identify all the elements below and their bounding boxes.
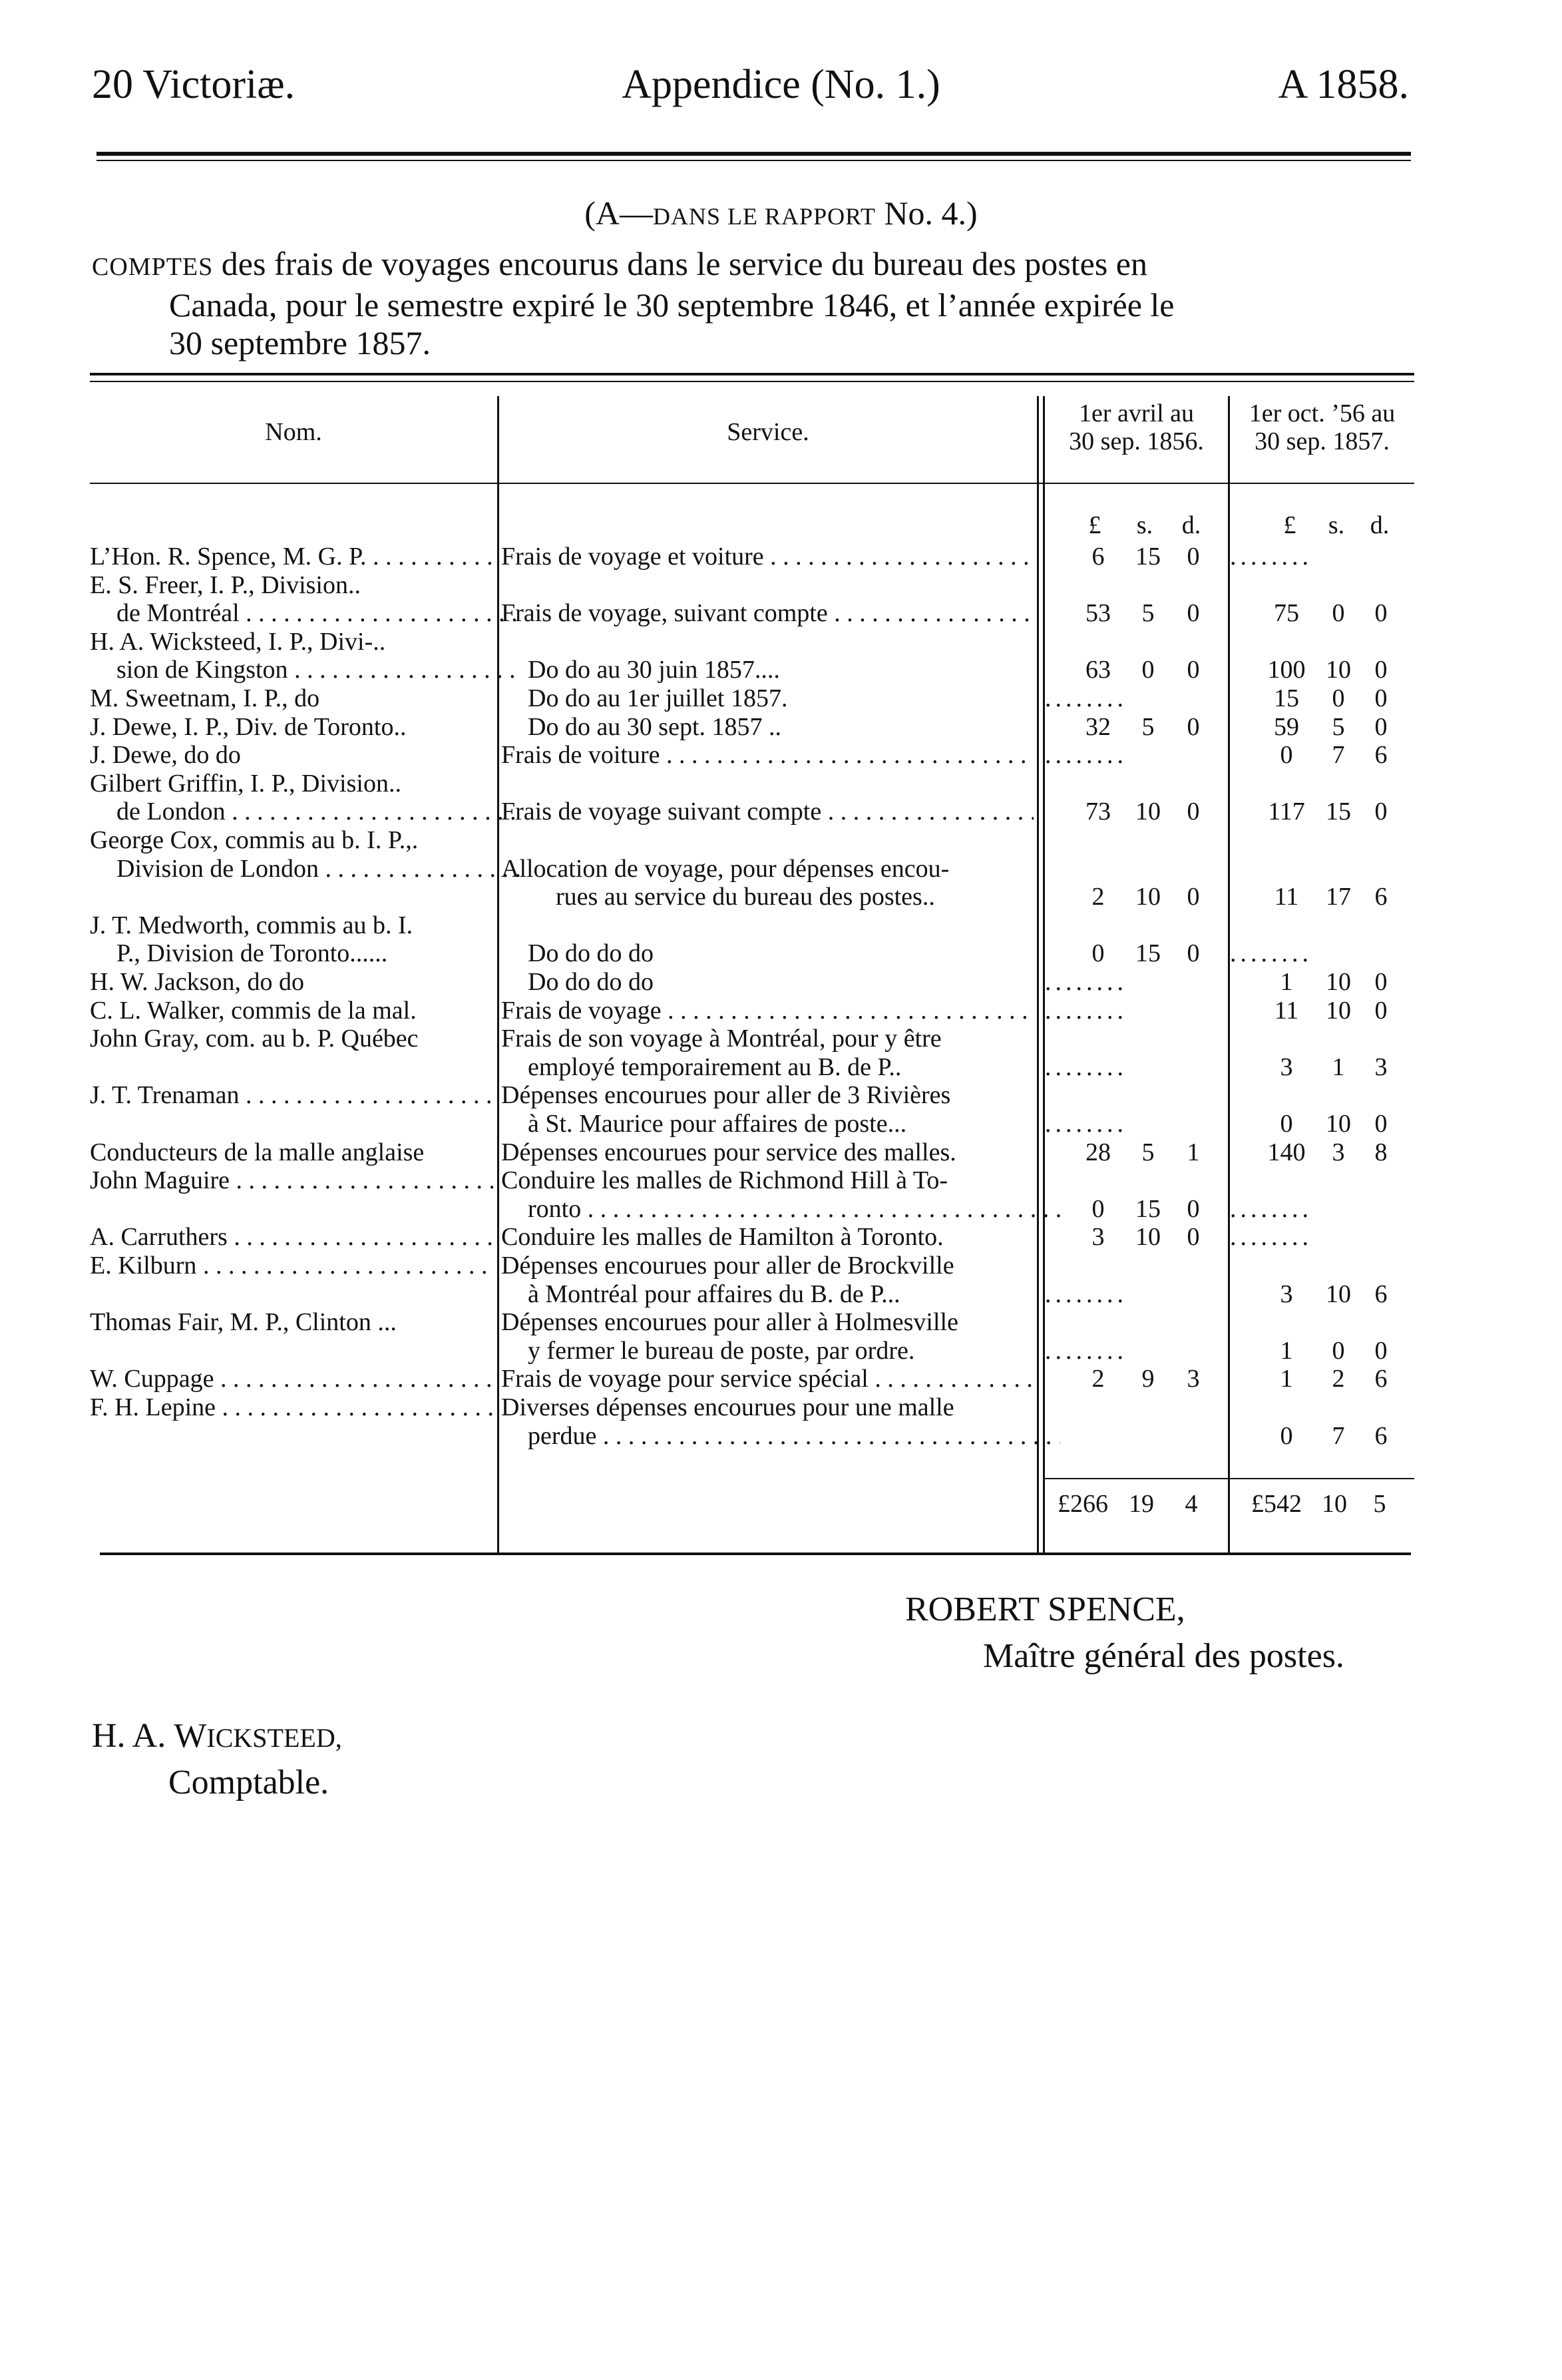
row-service bbox=[501, 684, 1060, 712]
amount-period-1 bbox=[1045, 883, 1228, 911]
amount-pence: 0 bbox=[1187, 712, 1200, 741]
amount-pounds: 1 bbox=[1280, 1336, 1293, 1365]
amount-shillings: 7 bbox=[1332, 1421, 1345, 1450]
empty-amount-dots: ........ bbox=[1230, 543, 1312, 571]
totals-rule bbox=[1043, 1478, 1414, 1479]
empty-amount-dots: ........ bbox=[1045, 1336, 1127, 1365]
amount-pence: 0 bbox=[1187, 656, 1200, 684]
amount-period-2 bbox=[1230, 997, 1414, 1025]
row-name-text: Thomas Fair, M. P., Clinton ... bbox=[90, 1308, 397, 1337]
row-service bbox=[501, 1252, 1034, 1280]
subtitle-close: No. 4.) bbox=[875, 194, 978, 232]
amount-pounds: 53 bbox=[1085, 599, 1111, 628]
amount-period-1 bbox=[1045, 1365, 1228, 1393]
row-service bbox=[501, 713, 1060, 741]
subtitle-open: (A— bbox=[584, 194, 654, 232]
amount-period-2 bbox=[1230, 798, 1414, 826]
row-service-text: ronto . . . bbox=[528, 1195, 1060, 1223]
row-name bbox=[90, 770, 493, 798]
column-header-period-2 bbox=[1230, 399, 1414, 455]
amount-period-2 bbox=[1230, 1195, 1414, 1223]
amount-pounds: 32 bbox=[1085, 712, 1111, 741]
amount-shillings: 5 bbox=[1141, 712, 1155, 741]
row-name-text: John Maguire . . . bbox=[90, 1166, 493, 1194]
row-service-text: à St. Maurice pour affaires de poste... bbox=[528, 1110, 907, 1138]
currency-pence: d. bbox=[1370, 511, 1390, 539]
row-name bbox=[90, 1280, 493, 1308]
amount-period-1 bbox=[1045, 1110, 1228, 1138]
row-service-text: Do do au 30 sept. 1857 .. bbox=[528, 712, 782, 741]
amount-pounds: 63 bbox=[1085, 656, 1111, 684]
amount-period-1 bbox=[1045, 1195, 1228, 1223]
row-name-text: J. Dewe, do do bbox=[90, 741, 241, 770]
amount-pounds: 0 bbox=[1091, 1194, 1105, 1223]
row-name bbox=[90, 911, 493, 939]
amount-shillings: 5 bbox=[1332, 712, 1345, 741]
amount-pence: 0 bbox=[1187, 543, 1200, 571]
amount-shillings: 15 bbox=[1326, 798, 1351, 826]
amount-period-2 bbox=[1230, 1223, 1414, 1251]
subtitle-small-caps: DANS LE RAPPORT bbox=[653, 203, 876, 230]
row-name-text: Gilbert Griffin, I. P., Division.. bbox=[90, 769, 401, 798]
amount-shillings: 15 bbox=[1135, 939, 1161, 968]
row-name-text: E. Kilburn . . . bbox=[90, 1252, 493, 1280]
row-name-text: P., Division de Toronto...... bbox=[116, 939, 388, 968]
amount-pounds: 73 bbox=[1085, 798, 1111, 826]
row-service-text: Dépenses encourues pour aller de Brockville bbox=[501, 1252, 954, 1280]
row-name bbox=[90, 997, 493, 1025]
row-name bbox=[90, 543, 493, 571]
currency-pounds: £ bbox=[1283, 511, 1296, 539]
amount-pence: 0 bbox=[1374, 599, 1388, 628]
empty-amount-dots: ........ bbox=[1230, 939, 1312, 968]
row-service bbox=[501, 1081, 1034, 1109]
row-name-text: E. S. Freer, I. P., Division.. bbox=[90, 571, 361, 599]
row-service-text: Frais de voyage, suivant compte . . . bbox=[501, 599, 1034, 627]
amount-period-2 bbox=[1230, 1053, 1414, 1081]
row-service bbox=[501, 1053, 1060, 1081]
amount-pence: 0 bbox=[1374, 1110, 1388, 1138]
amount-shillings: 10 bbox=[1326, 656, 1351, 684]
header-rule bbox=[97, 152, 1411, 156]
accountant-title: Comptable. bbox=[168, 1764, 329, 1801]
amount-shillings: 10 bbox=[1326, 996, 1351, 1025]
amount-period-1 bbox=[1045, 968, 1228, 996]
empty-amount-dots: ........ bbox=[1045, 741, 1127, 770]
row-name bbox=[90, 741, 493, 769]
amount-period-1 bbox=[1045, 1280, 1228, 1308]
empty-amount-dots: ........ bbox=[1230, 1194, 1312, 1223]
row-name bbox=[90, 1110, 493, 1138]
row-service-text: Do do au 30 juin 1857.... bbox=[528, 656, 780, 684]
amount-pounds: 2 bbox=[1091, 1365, 1105, 1393]
amount-pence: 1 bbox=[1187, 1138, 1200, 1166]
table-bottom-rule bbox=[100, 1552, 1411, 1555]
table-top-rule bbox=[90, 373, 1414, 375]
amount-pounds: 2 bbox=[1091, 883, 1105, 911]
row-service bbox=[501, 543, 1034, 571]
row-service-text: rues au service du bureau des postes.. bbox=[556, 883, 935, 911]
row-service bbox=[501, 1365, 1034, 1393]
amount-pence: 6 bbox=[1374, 1365, 1388, 1393]
accountant-name-cap: H. A. W bbox=[92, 1717, 207, 1755]
row-service bbox=[501, 826, 1034, 854]
amount-period-1 bbox=[1045, 997, 1228, 1025]
amount-pounds: 140 bbox=[1267, 1138, 1306, 1166]
amount-pence: 0 bbox=[1374, 798, 1388, 826]
row-name-text: A. Carruthers . . . bbox=[90, 1223, 493, 1251]
row-name bbox=[90, 1337, 493, 1365]
row-service-text: Do do do do bbox=[528, 939, 654, 968]
row-service bbox=[501, 1223, 1034, 1251]
amount-pounds: 59 bbox=[1274, 712, 1299, 741]
amount-period-2 bbox=[1230, 741, 1414, 769]
column-header-period-1 bbox=[1045, 399, 1228, 455]
row-name bbox=[90, 656, 520, 684]
amount-pounds: 11 bbox=[1274, 883, 1299, 911]
column-divider-nom bbox=[497, 396, 499, 1554]
empty-amount-dots: ........ bbox=[1045, 684, 1127, 712]
row-service-text: Conduire les malles de Richmond Hill à To- bbox=[501, 1166, 948, 1195]
column-header-period-2-line-1: 1er oct. ’56 au bbox=[1249, 399, 1396, 427]
currency-pounds: £ bbox=[1088, 511, 1101, 539]
amount-pence: 0 bbox=[1374, 1336, 1388, 1365]
intro-line-2: Canada, pour le semestre expiré le 30 septembre 1846, et l’année expirée le bbox=[169, 286, 1175, 324]
amount-period-1 bbox=[1045, 599, 1228, 627]
postmaster-title: Maître général des postes. bbox=[983, 1637, 1344, 1675]
row-name-text: Conducteurs de la malle anglaise bbox=[90, 1138, 425, 1166]
amount-shillings: 0 bbox=[1332, 599, 1345, 628]
empty-amount-dots: ........ bbox=[1045, 968, 1127, 996]
row-name bbox=[90, 1166, 493, 1194]
row-service-text: Allocation de voyage, pour dépenses encou- bbox=[501, 854, 950, 883]
amount-period-2 bbox=[1230, 939, 1414, 967]
amount-pounds: 15 bbox=[1274, 684, 1299, 712]
amount-period-1 bbox=[1045, 656, 1228, 684]
amount-period-1 bbox=[1045, 543, 1228, 571]
amount-shillings: 10 bbox=[1326, 968, 1351, 996]
row-name-text: F. H. Lepine . . . bbox=[90, 1393, 493, 1421]
row-name bbox=[90, 1053, 493, 1081]
amount-period-1 bbox=[1045, 939, 1228, 967]
row-name bbox=[90, 1223, 493, 1251]
row-name bbox=[90, 855, 520, 883]
total-pounds: £266 bbox=[1058, 1490, 1108, 1518]
amount-shillings: 10 bbox=[1326, 1110, 1351, 1138]
amount-pounds: 11 bbox=[1274, 996, 1299, 1025]
empty-amount-dots: ........ bbox=[1230, 1223, 1312, 1252]
row-service bbox=[501, 1110, 1060, 1138]
total-pence: 5 bbox=[1373, 1490, 1386, 1518]
row-service bbox=[501, 798, 1034, 826]
expenses-table bbox=[90, 373, 1414, 1554]
row-name-text: sion de Kingston . . . bbox=[116, 656, 520, 684]
running-head-right: A 1858. bbox=[1278, 62, 1409, 107]
currency-pence: d. bbox=[1181, 511, 1201, 539]
row-service-text: Diverses dépenses encourues pour une malle bbox=[501, 1393, 954, 1421]
intro-lead-word: COMPTES bbox=[92, 253, 214, 281]
row-service bbox=[501, 1422, 1060, 1450]
amount-shillings: 1 bbox=[1332, 1053, 1345, 1081]
amount-pence: 6 bbox=[1374, 1280, 1388, 1308]
row-service bbox=[501, 968, 1060, 996]
column-header-service: Service. bbox=[727, 418, 809, 446]
amount-period-2 bbox=[1230, 656, 1414, 684]
row-name bbox=[90, 798, 520, 826]
row-name-text: J. T. Medworth, commis au b. I. bbox=[90, 911, 413, 939]
amount-pounds: 0 bbox=[1280, 1421, 1293, 1450]
amount-period-2 bbox=[1230, 968, 1414, 996]
amount-pence: 0 bbox=[1187, 798, 1200, 826]
amount-shillings: 5 bbox=[1141, 1138, 1155, 1166]
amount-shillings: 2 bbox=[1332, 1365, 1345, 1393]
amount-period-2 bbox=[1230, 1138, 1414, 1166]
row-service-text: Frais de voyage . . . bbox=[501, 997, 1034, 1025]
row-service bbox=[501, 1166, 1034, 1194]
amount-pence: 0 bbox=[1187, 1223, 1200, 1252]
amount-shillings: 17 bbox=[1326, 883, 1351, 911]
header-rule-thin bbox=[97, 160, 1411, 161]
amount-shillings: 0 bbox=[1332, 1336, 1345, 1365]
row-service-text: y fermer le bureau de poste, par ordre. bbox=[528, 1336, 915, 1365]
amount-shillings: 0 bbox=[1332, 684, 1345, 712]
amount-shillings: 15 bbox=[1135, 1194, 1161, 1223]
table-top-rule-thin bbox=[90, 381, 1414, 382]
amount-pence: 8 bbox=[1374, 1138, 1388, 1166]
column-header-period-1-line-2: 30 sep. 1856. bbox=[1069, 427, 1204, 455]
intro-line-1-text: des frais de voyages encourus dans le service du bureau des postes en bbox=[213, 245, 1147, 282]
row-name-text: George Cox, commis au b. I. P.,. bbox=[90, 826, 419, 854]
row-service bbox=[501, 599, 1034, 627]
row-service bbox=[501, 855, 1034, 883]
row-service bbox=[501, 656, 1060, 684]
running-head-center: Appendice (No. 1.) bbox=[622, 62, 940, 107]
empty-amount-dots: ........ bbox=[1045, 1280, 1127, 1308]
row-service bbox=[501, 1280, 1060, 1308]
row-service bbox=[501, 883, 1088, 911]
row-service bbox=[501, 1138, 1034, 1166]
amount-period-1 bbox=[1045, 1337, 1228, 1365]
row-name-text: L’Hon. R. Spence, M. G. P. . . . bbox=[90, 543, 493, 571]
amount-period-2 bbox=[1230, 543, 1414, 571]
amount-period-1 bbox=[1045, 1223, 1228, 1251]
row-name bbox=[90, 968, 493, 996]
row-name bbox=[90, 599, 520, 627]
document-subtitle bbox=[0, 194, 1562, 235]
row-service-text: perdue . . . bbox=[528, 1422, 1060, 1450]
row-service bbox=[501, 1025, 1034, 1053]
row-service-text: Frais de voyage et voiture . . . bbox=[501, 543, 1034, 571]
column-header-period-2-line-2: 30 sep. 1857. bbox=[1255, 427, 1390, 455]
row-name bbox=[90, 1138, 493, 1166]
row-name bbox=[90, 1252, 493, 1280]
amount-period-2 bbox=[1230, 599, 1414, 627]
total-period-2 bbox=[1230, 1490, 1414, 1518]
amount-period-2 bbox=[1230, 1110, 1414, 1138]
amount-pence: 6 bbox=[1374, 741, 1388, 770]
row-name-text: J. Dewe, I. P., Div. de Toronto.. bbox=[90, 712, 407, 741]
amount-period-2 bbox=[1230, 1422, 1414, 1450]
amount-shillings: 15 bbox=[1135, 543, 1161, 571]
amount-shillings: 10 bbox=[1135, 1223, 1161, 1252]
row-service-text: Do do do do bbox=[528, 968, 654, 996]
amount-period-1 bbox=[1045, 713, 1228, 741]
row-name bbox=[90, 1081, 493, 1109]
row-name bbox=[90, 684, 493, 712]
empty-amount-dots: ........ bbox=[1045, 1053, 1127, 1081]
column-header-nom: Nom. bbox=[265, 418, 322, 446]
row-service bbox=[501, 939, 1060, 967]
row-name-text: M. Sweetnam, I. P., do bbox=[90, 684, 320, 712]
amount-shillings: 9 bbox=[1141, 1365, 1155, 1393]
row-service-text: Frais de voyage suivant compte . . . bbox=[501, 798, 1034, 826]
empty-amount-dots: ........ bbox=[1045, 1110, 1127, 1138]
row-service bbox=[501, 741, 1034, 769]
row-name bbox=[90, 713, 493, 741]
running-head-left: 20 Victoriæ. bbox=[92, 62, 295, 107]
amount-pence: 3 bbox=[1374, 1053, 1388, 1081]
postmaster-name: ROBERT SPENCE, bbox=[905, 1590, 1185, 1628]
row-service bbox=[501, 1308, 1034, 1336]
amount-shillings: 10 bbox=[1135, 798, 1161, 826]
amount-period-2 bbox=[1230, 883, 1414, 911]
row-service-text: employé temporairement au B. de P.. bbox=[528, 1053, 902, 1081]
amount-pence: 0 bbox=[1374, 996, 1388, 1025]
row-name bbox=[90, 571, 493, 599]
row-name-text: C. L. Walker, commis de la mal. bbox=[90, 996, 417, 1025]
amount-period-1 bbox=[1045, 741, 1228, 769]
amount-pence: 0 bbox=[1374, 712, 1388, 741]
row-service-text: Frais de son voyage à Montréal, pour y être bbox=[501, 1025, 942, 1053]
amount-pounds: 0 bbox=[1280, 741, 1293, 770]
row-service-text: Dépenses encourues pour aller de 3 Rivières bbox=[501, 1081, 951, 1110]
amount-period-2 bbox=[1230, 684, 1414, 712]
accountant-name-rest: ICKSTEED, bbox=[206, 1723, 342, 1753]
row-service bbox=[501, 628, 1034, 656]
row-name bbox=[90, 1308, 493, 1336]
amount-period-2 bbox=[1230, 713, 1414, 741]
row-service bbox=[501, 911, 1034, 939]
amount-period-1 bbox=[1045, 684, 1228, 712]
row-service bbox=[501, 997, 1034, 1025]
amount-pounds: 75 bbox=[1274, 599, 1299, 628]
amount-period-1 bbox=[1045, 798, 1228, 826]
row-name bbox=[90, 1393, 493, 1421]
currency-shillings: s. bbox=[1328, 511, 1345, 539]
row-name bbox=[90, 1025, 493, 1053]
row-name-text: W. Cuppage . . . bbox=[90, 1365, 493, 1393]
amount-pounds: 3 bbox=[1280, 1280, 1293, 1308]
row-name-text: de Montréal . . . bbox=[116, 599, 520, 627]
currency-shillings: s. bbox=[1136, 511, 1153, 539]
row-service bbox=[501, 1393, 1034, 1421]
row-name bbox=[90, 826, 493, 854]
intro-line-3: 30 septembre 1857. bbox=[169, 324, 431, 361]
amount-pounds: 1 bbox=[1280, 968, 1293, 996]
amount-pence: 0 bbox=[1187, 939, 1200, 968]
row-name bbox=[90, 628, 493, 656]
amount-shillings: 10 bbox=[1135, 883, 1161, 911]
row-name-text: H. W. Jackson, do do bbox=[90, 968, 304, 996]
amount-pounds: 28 bbox=[1085, 1138, 1111, 1166]
amount-pence: 3 bbox=[1187, 1365, 1200, 1393]
amount-pounds: 3 bbox=[1280, 1053, 1293, 1081]
row-name bbox=[90, 939, 520, 967]
amount-pence: 0 bbox=[1187, 883, 1200, 911]
total-period-1 bbox=[1045, 1490, 1228, 1518]
amount-period-2 bbox=[1230, 1365, 1414, 1393]
accountant-name bbox=[92, 1716, 342, 1758]
row-service-text: Frais de voiture . . . bbox=[501, 741, 1034, 769]
amount-pounds: 117 bbox=[1268, 798, 1305, 826]
row-name-text: de London . . . bbox=[116, 798, 520, 826]
empty-amount-dots: ........ bbox=[1045, 996, 1127, 1025]
amount-pence: 6 bbox=[1374, 1421, 1388, 1450]
amount-pence: 0 bbox=[1374, 968, 1388, 996]
row-name bbox=[90, 883, 493, 911]
amount-shillings: 7 bbox=[1332, 741, 1345, 770]
amount-pence: 0 bbox=[1374, 684, 1388, 712]
row-name bbox=[90, 1365, 493, 1393]
row-service-text: Conduire les malles de Hamilton à Toronto. bbox=[501, 1223, 944, 1252]
column-header-period-1-line-1: 1er avril au bbox=[1078, 399, 1195, 427]
row-name-text: J. T. Trenaman . . . bbox=[90, 1081, 493, 1109]
intro-line-1 bbox=[92, 245, 1413, 286]
amount-period-1 bbox=[1045, 1053, 1228, 1081]
row-service bbox=[501, 1337, 1060, 1365]
amount-pounds: 1 bbox=[1280, 1365, 1293, 1393]
table-header-rule bbox=[90, 483, 1414, 484]
amount-pounds: 3 bbox=[1091, 1223, 1105, 1252]
amount-pence: 0 bbox=[1187, 599, 1200, 628]
row-service-text: Frais de voyage pour service spécial . . . bbox=[501, 1365, 1034, 1393]
intro-paragraph bbox=[92, 245, 1413, 362]
amount-period-2 bbox=[1230, 1280, 1414, 1308]
amount-pence: 0 bbox=[1374, 656, 1388, 684]
row-service-text: Dépenses encourues pour service des malles. bbox=[501, 1138, 956, 1166]
row-service-text: Do do au 1er juillet 1857. bbox=[528, 684, 788, 712]
row-service-text: à Montréal pour affaires du B. de P... bbox=[528, 1280, 900, 1308]
total-pounds: £542 bbox=[1251, 1490, 1302, 1518]
row-service bbox=[501, 1195, 1060, 1223]
amount-shillings: 3 bbox=[1332, 1138, 1345, 1166]
row-service bbox=[501, 571, 1034, 599]
amount-pounds: 0 bbox=[1091, 939, 1105, 968]
amount-pence: 6 bbox=[1374, 883, 1388, 911]
amount-period-2 bbox=[1230, 1337, 1414, 1365]
amount-shillings: 5 bbox=[1141, 599, 1155, 628]
amount-period-1 bbox=[1045, 1138, 1228, 1166]
row-service-text: Dépenses encourues pour aller à Holmesville bbox=[501, 1308, 958, 1337]
total-pence: 4 bbox=[1185, 1490, 1198, 1518]
row-service bbox=[501, 770, 1034, 798]
row-name-text: Division de London . . . bbox=[116, 855, 520, 883]
total-shillings: 19 bbox=[1129, 1490, 1154, 1518]
amount-pence: 0 bbox=[1187, 1194, 1200, 1223]
amount-shillings: 0 bbox=[1141, 656, 1155, 684]
amount-pounds: 6 bbox=[1091, 543, 1105, 571]
row-name bbox=[90, 1195, 493, 1223]
amount-shillings: 10 bbox=[1326, 1280, 1351, 1308]
total-shillings: 10 bbox=[1322, 1490, 1347, 1518]
row-name-text: H. A. Wicksteed, I. P., Divi-.. bbox=[90, 627, 386, 656]
amount-pounds: 100 bbox=[1267, 656, 1306, 684]
amount-pounds: 0 bbox=[1280, 1110, 1293, 1138]
row-name-text: John Gray, com. au b. P. Québec bbox=[90, 1025, 419, 1053]
row-name bbox=[90, 1422, 493, 1450]
